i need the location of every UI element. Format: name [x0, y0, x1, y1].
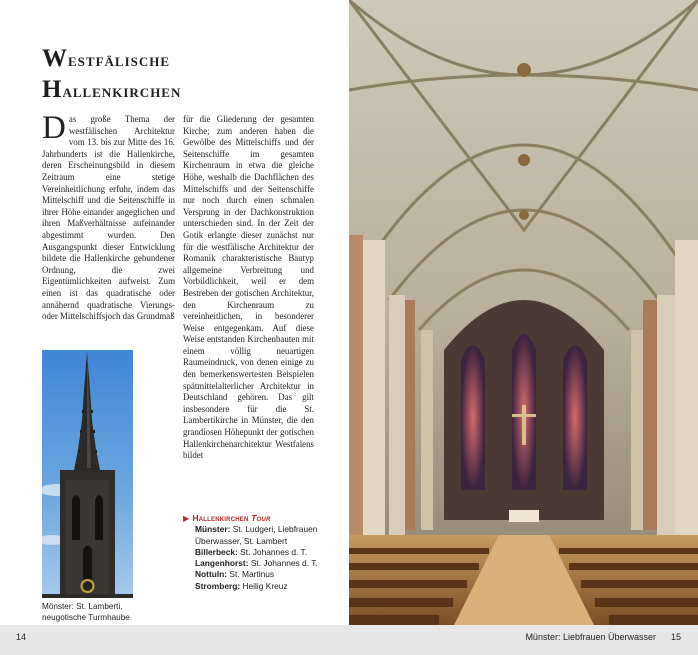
tower-illustration [42, 350, 133, 598]
title-line-2: Hallenkirchen [42, 76, 182, 103]
church-interior-photo [349, 0, 698, 625]
body-text-2: für die Gliederung der gesamten Kirche; zum anderen haben die Gewölbe des Mittelschiffs und der Seitenschiffe im gesamten Kirchenraum in etwa die gleiche Höhe, weshalb die Dachflächen des Mittelschiffs und der Seitenschiffe nur noch durch einen schmalen Versprung in der Dachkonstruktion unterschieden sind. In der Zeit der Gotik erlangte dieser zunächst nur für die westfälische Architektur der Romanik charakteristische Bautyp allgemeine Verbreitung und Vorbildlichkeit, weil er dem Bestreben der gotischen Architektur, den Kirchenraum zu vereinheitlichen, in besonderer Weise entgegenkam. Auf diese Weise entstanden Kirchenbauten mit einem völlig neuartigen Raumeindruck, von denen einige zu den bemerkenswertesten Beispielen spätmittelalterlicher Architektur in Deutschland gehören. Das gilt insbesondere für die St. Lambertikirche in Münster, die den grandiosen Höhepunkt der gotischen Hallenkirchenarchitektur Westfalens bildet [183, 114, 314, 461]
church-interior-illustration [349, 0, 698, 625]
lamberti-tower-photo [42, 350, 133, 598]
page-title [42, 44, 342, 106]
tour-entry: Stromberg: Heilig Kreuz [195, 580, 288, 591]
running-header-right: Münster: Liebfrauen Überwasser [525, 632, 656, 642]
page-number-right: 15 [670, 632, 681, 642]
body-text-1: as große Thema der westfälischen Architektur vom 13. bis zur Mitte des 16. Jahrhunderts ist die Hallenkirche, deren Erscheinungsbild in diesem Zeitraum eine stetige Vereinheitlichung erfuhr, indem das Mittelschiff und die Seitenschiffe in ihrer Höhe einander angeglichen und ihren Maßverhältnisse aufeinander abgestimmt wurden. Den Ausgangspunkt dieser Entwicklung bildete die Hallenkirche gebundener Ordnung, die zwei Eigentümlichkeiten aufweist. Zum einen ist das quadratische oder annähernd quadratische Vierungs- oder Mittelschiffsjoch das Grundmaß [42, 114, 175, 322]
tour-heading: ▶ Hallenkirchen Tour [183, 513, 271, 523]
tour-entry: Langenhorst: St. Johannes d. T. [195, 558, 318, 569]
tour-entry: Nottuln: St. Martinus [195, 569, 275, 580]
tour-entry: Billerbeck: St. Johannes d. T. [195, 546, 308, 557]
tour-box [183, 513, 343, 592]
tour-entry: Münster: St. Ludgeri, Liebfrauen Überwasser, St. Lambert [195, 524, 318, 546]
triangle-marker-icon: ▶ [183, 514, 190, 523]
title-line-1: Westfälische [42, 45, 171, 72]
body-column-1 [42, 110, 175, 323]
tower-caption: Mönster: St. Lamberti, neugotische Turmhaube [42, 602, 130, 622]
page-number-left: 14 [16, 632, 27, 642]
body-column-2 [183, 114, 314, 462]
page-footer [0, 625, 698, 655]
drop-cap: D [42, 110, 66, 146]
